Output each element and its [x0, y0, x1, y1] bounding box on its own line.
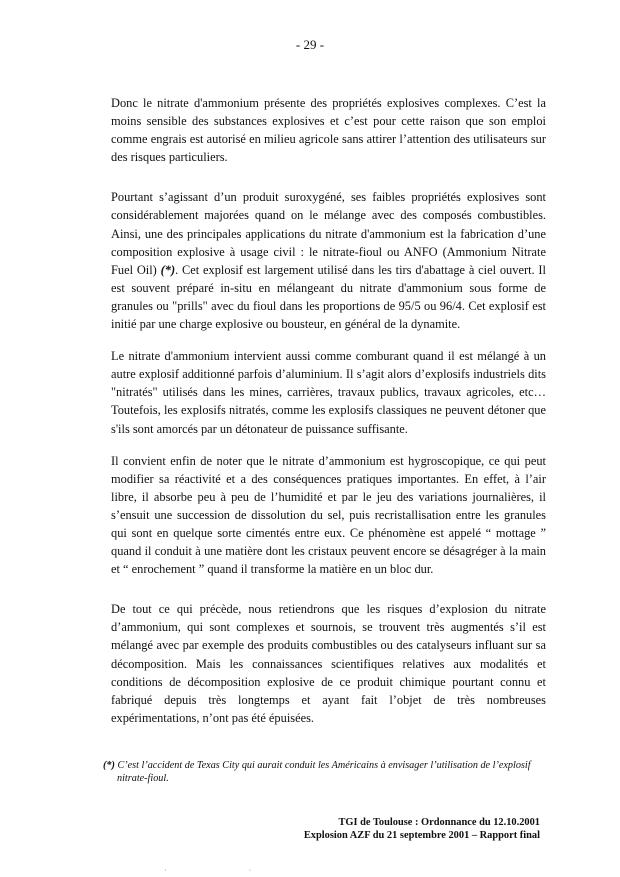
footnote-line-2: nitrate-fioul.: [117, 773, 169, 784]
paragraph-anfo-text-after: . Cet explosif est largement utilisé dans les tirs d'abattage à ciel ouvert. Il est souvent préparé in-situ en mélangeant du nitrate d'ammonium sous forme de granules ou "prills" avec du fioul dans les proportions de 95/5 ou 96/4. Cet explosif est initié par une charge explosive ou bousteur, en général de la dynamite.: [111, 262, 546, 332]
footer-line-1: TGI de Toulouse : Ordonnance du 12.10.2001: [338, 817, 540, 828]
footnote-text: C’est l’accident de Texas City qui aurait conduit les Américains à envisager l’utilisation de l’explosif: [114, 760, 531, 771]
paragraph-hygroscopic: Il convient enfin de noter que le nitrate d’ammonium est hygroscopique, ce qui peut modifier sa réactivité et a des conséquences pratiques importantes. En effet, à l’air libre, il absorbe peu à peu de l’humidité et par le jeu des variations journalières, il s’ensuit une succession de dissolution du sel, puis recristallisation entre les granules qui sont en quelque sorte cimentés entre eux. Ce phénomène est appelé “ mottage ” quand il conduit à une matière dont les cristaux peuvent encore se désagréger à la main et “ enrochement ” quand il transforme la matière en un bloc dur.: [111, 453, 546, 577]
paragraph-ammonium-nitrate-properties: Donc le nitrate d'ammonium présente des propriétés explosives complexes. C’est la moins sensible des substances explosives et c’est pour cette raison que son emploi comme engrais est autorisé en milieu agricole sans attirer l’attention des utilisateurs sur des risques particuliers.: [111, 96, 546, 165]
footnote-reference: (*): [160, 262, 176, 277]
page-number: - 29 -: [295, 37, 325, 52]
page-footer: [304, 816, 540, 842]
footnote: [103, 759, 555, 785]
paragraph-anfo: [111, 188, 546, 333]
paragraph-conclusion: De tout ce qui précède, nous retiendrons que les risques d’explosion du nitrate d’ammonium, qui sont complexes et sournois, se trouvent très augmentés s’il est mélangé avec par exemple des produits combustibles ou des catalyseurs influant sur sa décomposition. Mais les connaissances scientifiques relatives aux modalités et conditions de décomposition explosive de ce produit chimique pourtant connu et fabriqué depuis très longtemps et ayant fait l’objet de très nombreuses expérimentations, n’ont pas été épuisées.: [111, 602, 546, 725]
paragraph-anfo-text-before: Pourtant s’agissant d’un produit suroxygéné, ses faibles propriétés explosives sont considérablement majorées quand on le mélange avec des composés combustibles. Ainsi, une des principales applications du nitrate d'ammonium est la fabrication d’une composition explosive à usage civil : le nitrate-fioul ou ANFO (Ammonium Nitrate Fuel Oil): [111, 190, 546, 277]
body-text: [111, 94, 546, 741]
footer-line-2: Explosion AZF du 21 septembre 2001 – Rapport final: [303, 830, 540, 841]
paragraph-comburant: Le nitrate d'ammonium intervient aussi comme comburant quand il est mélangé à un autre explosif additionné parfois d’aluminium. Il s’agit alors d’explosifs industriels dits "nitratés" utilisés dans les mines, carrières, travaux publics, travaux agricoles, etc… Toutefois, les explosifs nitratés, comme les explosifs classiques ne peuvent détoner que s'ils sont amorcés par un détonateur de puissance suffisante.: [111, 349, 546, 436]
scan-artifact-dots: · ·: [164, 866, 292, 875]
footnote-line-1: [103, 759, 555, 772]
footnote-marker: (*): [103, 760, 115, 771]
